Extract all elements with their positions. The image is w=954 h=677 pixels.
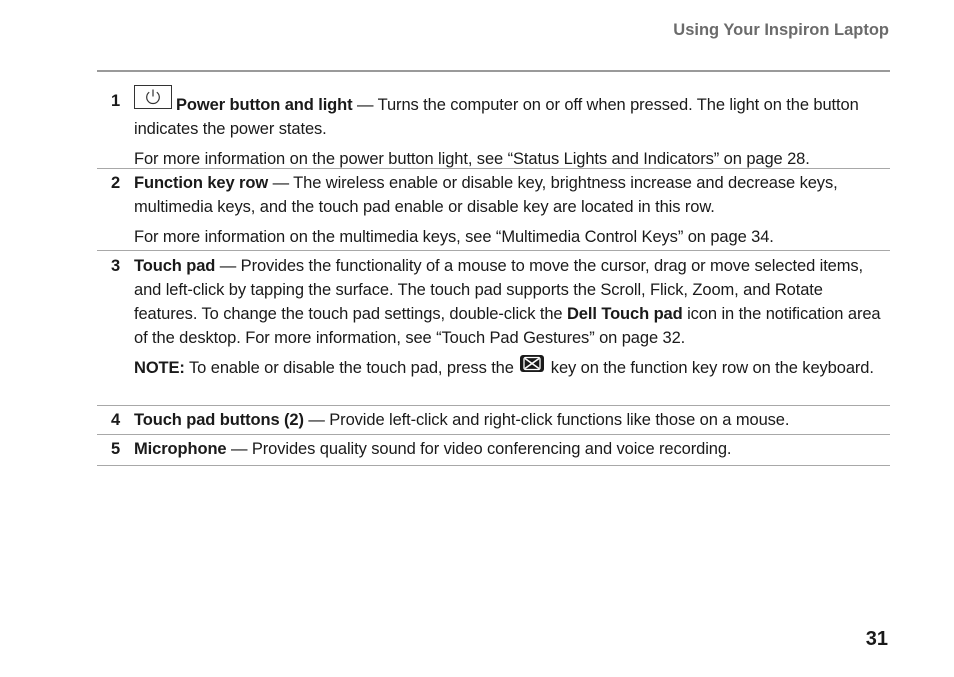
item-description: Power button and light — Turns the computer on or off when pressed. The light on the button indicates the power states. — [134, 88, 890, 141]
item-number: 1 — [111, 92, 121, 110]
power-icon — [134, 85, 172, 109]
table-bottom-rule — [97, 465, 890, 466]
item-note: NOTE: To enable or disable the touch pad, press the key on the function key row on the keyboard. — [134, 356, 890, 380]
list-item-function-key-row — [97, 171, 890, 249]
item-description: Touch pad buttons (2) — Provide left-click and right-click functions like those on a mouse. — [134, 411, 790, 429]
item-term: Touch pad buttons (2) — [134, 411, 304, 429]
row-divider — [97, 168, 890, 169]
page-number: 31 — [865, 628, 888, 650]
touchpad-toggle-key-icon — [520, 355, 544, 372]
row-divider — [97, 250, 890, 251]
item-number: 5 — [111, 440, 121, 458]
item-more-info: For more information on the power button light, see “Status Lights and Indicators” on page 28. — [134, 150, 810, 168]
item-term: Power button and light — [176, 96, 353, 114]
item-description: Function key row — The wireless enable or disable key, brightness increase and decrease keys, multimedia keys, and the touch pad enable or disable key are located in this row. — [134, 174, 838, 216]
item-description: Touch pad — Provides the functionality of a mouse to move the cursor, drag or move selected items, and left-click by tapping the surface. The touch pad supports the Scroll, Flick, Zoom, and Rotate features. To change the touch pad settings, double-click the Dell Touch pad icon in the notification area of the desktop. For more information, see “Touch Pad Gestures” on page 32. — [134, 257, 881, 347]
item-term: Touch pad — [134, 257, 216, 275]
list-item-touch-pad — [97, 254, 890, 380]
list-item-microphone — [97, 437, 890, 461]
table-top-rule — [97, 70, 890, 72]
item-description: Microphone — Provides quality sound for video conferencing and voice recording. — [134, 440, 732, 458]
item-term: Microphone — [134, 440, 227, 458]
item-number: 3 — [111, 257, 121, 275]
item-number: 4 — [111, 411, 121, 429]
list-item-power-button — [97, 88, 890, 171]
item-term: Function key row — [134, 174, 269, 192]
running-header: Using Your Inspiron Laptop — [673, 21, 889, 39]
item-number: 2 — [111, 174, 121, 192]
item-more-info: For more information on the multimedia keys, see “Multimedia Control Keys” on page 34. — [134, 228, 774, 246]
row-divider — [97, 405, 890, 406]
row-divider — [97, 434, 890, 435]
list-item-touch-pad-buttons — [97, 408, 890, 432]
note-label: NOTE: — [134, 359, 185, 377]
